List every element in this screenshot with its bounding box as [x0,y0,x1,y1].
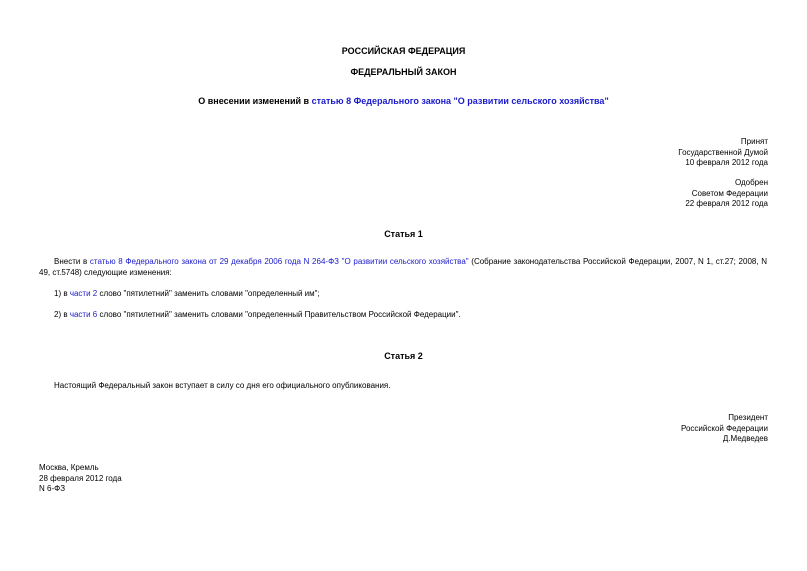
adopted-body: Государственной Думой [678,147,768,157]
signing-place: Москва, Кремль [39,463,99,472]
article2-heading: Статья 2 [384,351,423,361]
item1-part-link[interactable]: части 2 [69,289,98,298]
signing-date: 28 февраля 2012 года [39,473,122,483]
article1-intro-suffix: (Собрание законодательства Российской Федерации, 2007, N 1, ст.27; 2008, N 49, ст.5748) следующие изменения: [39,257,768,277]
document-title-prefix: О внесении изменений в [198,96,312,106]
article1-law-link[interactable]: статью 8 Федерального закона от 29 декабря 2006 года N 264-ФЗ "О развитии сельского хозяйства" [89,257,469,266]
approved-body: Советом Федерации [691,188,768,198]
item2-part-link[interactable]: части 6 [69,310,98,319]
signature-title: Президент [728,413,768,422]
item2-suffix: слово "пятилетний" заменить словами "определенный Правительством Российской Федерации". [97,310,461,319]
item1-prefix: 1) в [54,289,70,298]
article1-item2 [39,309,767,320]
item2-prefix: 2) в [54,310,70,319]
item1-suffix: слово "пятилетний" заменить словами "определенный им"; [97,289,320,298]
approved-label: Одобрен [734,178,768,187]
signature-org: Российской Федерации [681,423,768,433]
approved-date: 22 февраля 2012 года [685,199,768,208]
signature-block [681,413,768,445]
place-date-block [39,463,122,495]
article1-item1 [39,288,767,299]
signature-name: Д.Медведев [722,434,768,443]
title-article-link[interactable]: статью 8 Федерального закона "О развитии сельского хозяйства" [311,96,609,106]
adopted-label: Принят [740,137,768,146]
approved-block [685,178,768,210]
article1-intro-prefix: Внести в [54,257,90,266]
adopted-block [678,137,768,169]
adopted-date: 10 февраля 2012 года [685,158,768,167]
doc-type-heading: ФЕДЕРАЛЬНЫЙ ЗАКОН [350,67,457,77]
country-heading: РОССИЙСКАЯ ФЕДЕРАЦИЯ [341,46,466,56]
article1-intro [39,256,767,278]
law-number: N 6-ФЗ [39,484,66,493]
article2-text: Настоящий Федеральный закон вступает в силу со дня его официального опубликования. [54,381,391,390]
document-title [0,96,807,106]
article1-heading: Статья 1 [384,229,423,239]
